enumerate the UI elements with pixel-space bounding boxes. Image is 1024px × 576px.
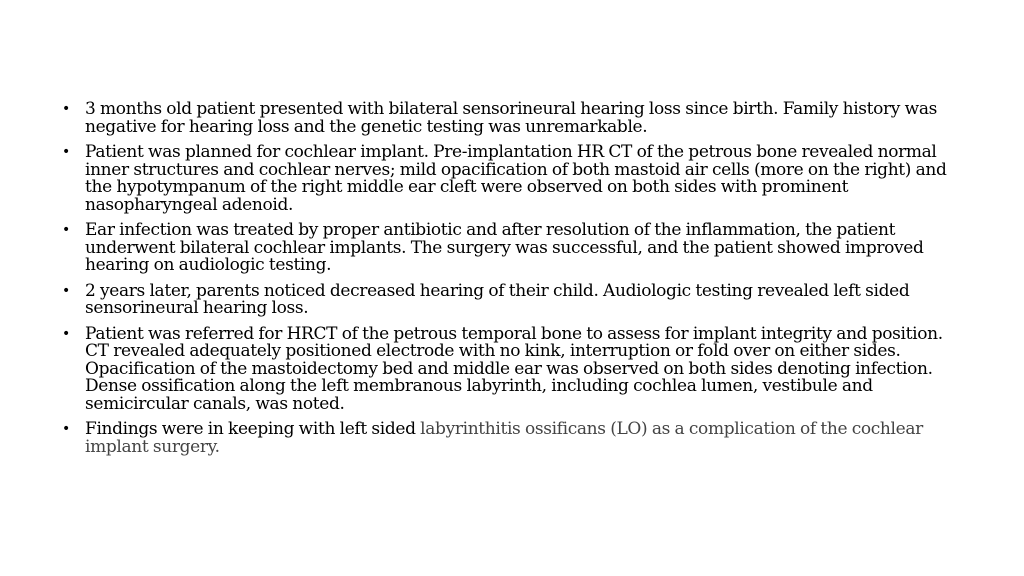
bullet-text-highlight: labyrinthitis ossificans (LO) as a complication of the cochlear implant surgery. [85,419,923,457]
bullet-text: 2 years later, parents noticed decreased hearing of their child. Audiologic testing revealed left sided sensorineural hearing loss. [85,280,910,318]
bullet-text: 3 months old patient presented with bilateral sensorineural hearing loss since birth. Family history was negative for hearing loss and the genetic testing was unremarkable. [85,99,937,137]
bullet-item-4 [60,280,952,318]
bullet-item-5 [60,323,952,414]
bullet-marker: • [62,101,70,117]
bullet-text: Patient was planned for cochlear implant. Pre-implantation HR CT of the petrous bone revealed normal inner structures and cochlear nerves; mild opacification of both mastoid air cells (more on the right) and the hypotympanum of the right middle ear cleft were observed on both sides with prominent nasopharyngeal adenoid. [85,142,947,215]
bullet-text: Patient was referred for HRCT of the petrous temporal bone to assess for implant integrity and position. CT revealed adequately positioned electrode with no kink, interruption or fold over on either sides. Opacification of the mastoidectomy bed and middle ear was observed on both sides denoting infection. Dense ossification along the left membranous labyrinth, including cochlea lumen, vestibule and semicircular canals, was noted. [85,323,943,414]
bullet-marker: • [62,222,70,238]
bullet-text: Ear infection was treated by proper antibiotic and after resolution of the inflammation, the patient underwent bilateral cochlear implants. The surgery was successful, and the patient showed improved hearing on audiologic testing. [85,220,924,275]
bullet-marker: • [62,325,70,342]
bullet-list [60,101,952,464]
bullet-item-1 [60,101,952,136]
bullet-item-3 [60,222,952,275]
bullet-marker: • [62,144,70,160]
bullet-marker: • [62,282,70,299]
bullet-text: Findings were in keeping with left sided [85,419,421,439]
bullet-item-6 [60,421,952,456]
bullet-marker: • [62,421,70,437]
bullet-item-2 [60,144,952,214]
